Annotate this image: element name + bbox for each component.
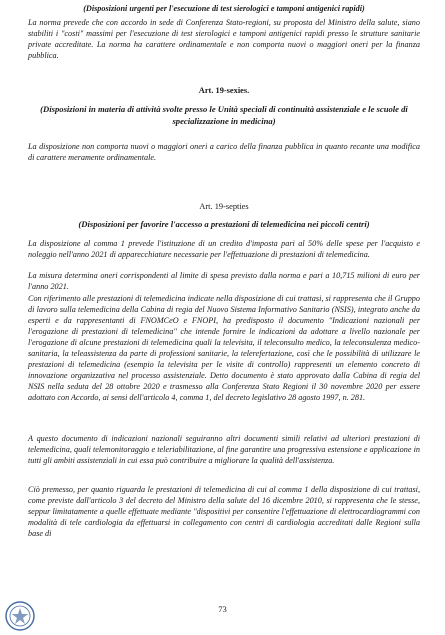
top-heading: (Disposizioni urgenti per l'esecuzione di test sierologici e tamponi antigenici rapidi)	[83, 4, 365, 13]
page-number: 73	[218, 604, 227, 614]
art-19-septies-title: (Disposizioni per favorire l'accesso a prestazioni di telemedicina nei piccoli centri)	[78, 219, 370, 229]
paragraph-oneri: La misura determina oneri corrispondenti al limite di spesa previsto dalla norma e pari a 10,715 milioni di euro per l'anno 2021.	[28, 271, 420, 291]
art-19-sexies-body: La disposizione non comporta nuovi o maggiori oneri a carico della finanza pubblica in quanto recante una modifica di carattere meramente ordinamentale.	[28, 142, 420, 162]
paragraph-gruppo-lavoro: Con riferimento alle prestazioni di telemedicina indicate nella disposizione di cui trattasi, si rappresenta che il Gruppo di lavoro sulla telemedicina della Cabina di regia del Nuovo Sistema Informativo Sanitario (NSIS), integrato anche da esperti e da rappresentanti di FNOMCeO e FNOPI, ha predisposto il documento "Indicazioni nazionali per l'erogazione di prestazioni di telemedicina" che intende fornire le indicazioni da adottare a livello nazionale per l'erogazione di alcune prestazioni di telemedicina quali la televisita, il teleconsulto medico, la teleconsulenza medico-sanitaria, la teleassistenza da parte di professioni sanitarie, la telerefertazione, così che le possibilità di utilizzare le prestazioni di telemedicina (esempio la televisita per le visite di controllo) rappresenti un elemento concreto di innovazione organizzativa nel processo assistenziale. Detto documento è stato approvato dalla Cabina di regia del NSIS nella seduta del 28 ottobre 2020 e trasmesso alla Conferenza Stato Regioni il 30 novembre 2020 per essere adottato con Accordo, ai sensi dell'articolo 4, comma 1, del decreto legislativo 28 agosto 1997, n. 281.	[28, 294, 420, 402]
art-19-septies-label: Art. 19-septies	[199, 202, 249, 211]
art-19-sexies-label: Art. 19-sexies.	[198, 86, 250, 95]
art-19-sexies-title: (Disposizioni in materia di attività svolte presso le Unità speciali di continuità assistenziale e le scuole di specializzazione in medicina)	[40, 104, 408, 126]
paragraph-credito-imposta: La disposizione al comma 1 prevede l'istituzione di un credito d'imposta pari al 50% delle spese per l'acquisto e noleggio nell'anno 2021 di apparecchiature necessarie per l'effettuazione di prestazioni di telemedicina.	[28, 239, 420, 259]
paragraph-premesso: Ciò premesso, per quanto riguarda le prestazioni di telemedicina di cui al comma 1 della disposizione di cui trattasi, come previste dall'articolo 3 del decreto del Ministro della salute del 16 dicembre 2010, si rappresenta che le stesse, seppur limitatamente a quelle effettuate mediante "dispositivi per consentire l'effettuazione di elettrocardiogrammi con modalità di tele cardiologia da effettuarsi in collegamento con centri di cardiologia accreditati dalle Regioni sulla base di	[28, 485, 420, 538]
intro-paragraph: La norma prevede che con accordo in sede di Conferenza Stato-regioni, su proposta del Ministro della salute, siano stabiliti i "costi" massimi per l'esecuzione di test sierologici e tamponi antigenici rapidi presso le strutture sanitarie private accreditate. La norma ha carattere ordinamentale e non comporta nuovi o maggiori oneri per la finanza pubblica.	[28, 18, 420, 60]
paragraph-indicazioni-nazionali: A questo documento di indicazioni nazionali seguiranno altri documenti simili relativi ad ulteriori prestazioni di telemedicina, quali telemonitoraggio e teleriabilitazione, al fine garantire una progressiva estensione e applicazione in tutti gli ambiti assistenziali in cui essa può contribuire a migliorare la qualità dell'assistenza.	[28, 434, 420, 465]
